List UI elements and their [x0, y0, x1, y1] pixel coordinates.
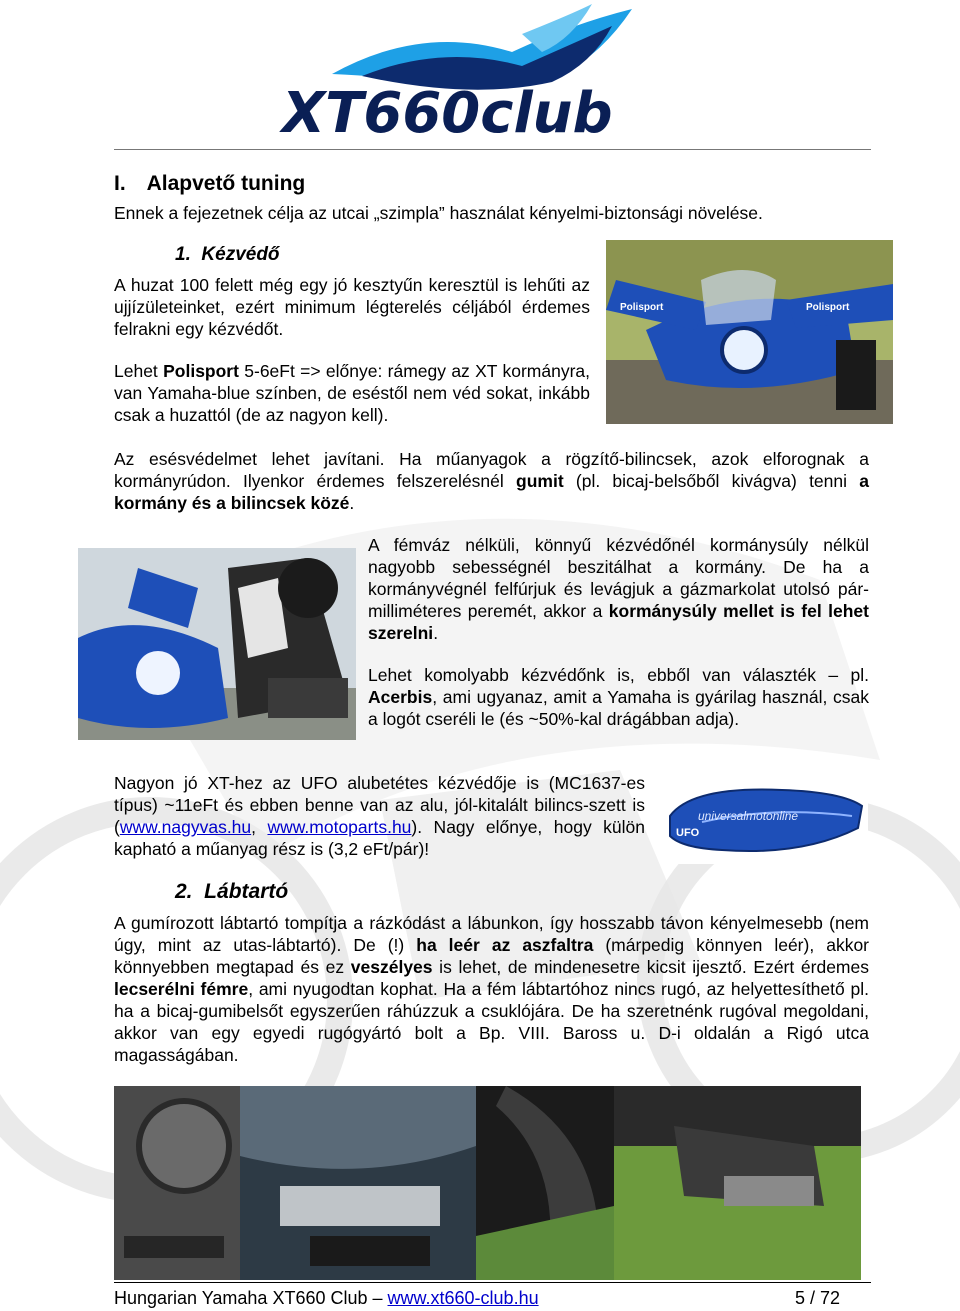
logo-wordmark: XT660club [282, 81, 613, 140]
paragraph-labtarto: A gumírozott lábtartó tompítja a rázkódást a lábunkon, így hosszabb távon kényelmesebb (nem úgy, mint az utas-lábtartó). De (!) ha leér az aszfaltra (márpedig könnyen leér), akkor könnyebben megtapad és ez veszélyes is lehet, de mindenesetre kicsit ijesztő. Ezért érdemes lecserélni fémre, ami nyugodtan kophat. Ha a fém lábtartóhoz nincs rugó, az helyettesíthető pl. ha a bicaj-gumibelsőt egyszerűen ráhúzzuk a csuklójára. De ha szeretnénk rugóval megoldani, akkor van egy egyedi rugógyártó bolt a Bp. VIII. Baross u. D-i oldalán a Rigó utca magasságában. [114, 913, 869, 1065]
section-title: Alapvető tuning [146, 172, 306, 195]
ufo-brand-text: universalmotonline [698, 809, 799, 823]
paragraph-esesvedelem: Az esésvédelmet lehet javítani. Ha műanyagok a rögzítő-bilincsek, azok elforognak a kormányrúdon. Ilyenkor érdemes felszerelésnél gumit (pl. bicaj-belsőből kivágva) tenni a kormány és a bilincsek közé. [114, 449, 869, 513]
link-motoparts[interactable]: www.motoparts.hu [267, 817, 412, 837]
photo-footpeg-3 [476, 1086, 614, 1280]
footer-text: Hungarian Yamaha XT660 Club – www.xt660-club.hu [114, 1288, 539, 1308]
paragraph-acerbis: Lehet komolyabb kézvédőnk is, ebből van választék – pl. Acerbis, ami ugyanaz, amit a Yamaha is gyárilag használ, csak a logót cseréli le (és ~50%-kal drágábban adja). [368, 665, 869, 729]
guard-label-right: Polisport [806, 302, 850, 313]
section-heading [114, 172, 305, 196]
photo-rider-handguards [78, 548, 356, 740]
paragraph-huzat: A huzat 100 felett még egy jó kesztyűn keresztül is lehűti az ujjízületeinket, ezért minimum légterelés céljából érdemes felrakni egy kézvédőt. [114, 275, 590, 339]
photo-footpeg-1 [114, 1086, 240, 1280]
page-number: 5 / 72 [795, 1288, 841, 1308]
link-nagyvas[interactable]: www.nagyvas.hu [119, 817, 252, 837]
section-number: I. [114, 172, 126, 195]
subsection-2-heading: 2. Lábtartó [175, 880, 289, 903]
photo-footpeg-2 [240, 1086, 476, 1280]
photo-footpeg-4 [614, 1086, 861, 1280]
ufo-logo-text: UFO [676, 827, 700, 839]
photo-ufo-handguard [662, 776, 868, 864]
subsection-1-heading: 1. Kézvédő [175, 244, 280, 265]
guard-label-left: Polisport [620, 302, 664, 313]
footer-rule [114, 1282, 871, 1283]
paragraph-ufo: Nagyon jó XT-hez az UFO alubetétes kézvédője is (MC1637-es típus) ~11eFt és ebben benne van az alu, jól-kitalált bilincs-szett is (www.nagyvas.hu, www.motoparts.hu). Nagy előnye, hogy külön kapható a műanyag rész is (3,2 eFt/pár)! [114, 773, 645, 859]
footer-link[interactable]: www.xt660-club.hu [387, 1288, 539, 1308]
club-logo [272, 4, 712, 140]
header-rule [114, 149, 871, 150]
paragraph-femvaz: A fémváz nélküli, könnyű kézvédőnél kormánysúly nélkül nagyobb sebességnél beszitálhat a kormány. De ha a kormányvégnél felfúrjuk és levágjuk a gázmarkolat utolsó pár-milliméteres peremét, akkor a kormánysúly mellet is fel lehet szerelni. [368, 535, 869, 643]
section-intro: Ennek a fejezetnek célja az utcai „szimpla” használat kényelmi-biztonsági növelése. [114, 203, 763, 223]
paragraph-polisport: Lehet Polisport 5-6eFt => előnye: rámegy az XT kormányra, van Yamaha-blue színben, de eséstől nem véd sokat, inkább csak a huzattól (de az nagyon kell). [114, 361, 591, 425]
photo-polisport-handguards [606, 240, 893, 424]
